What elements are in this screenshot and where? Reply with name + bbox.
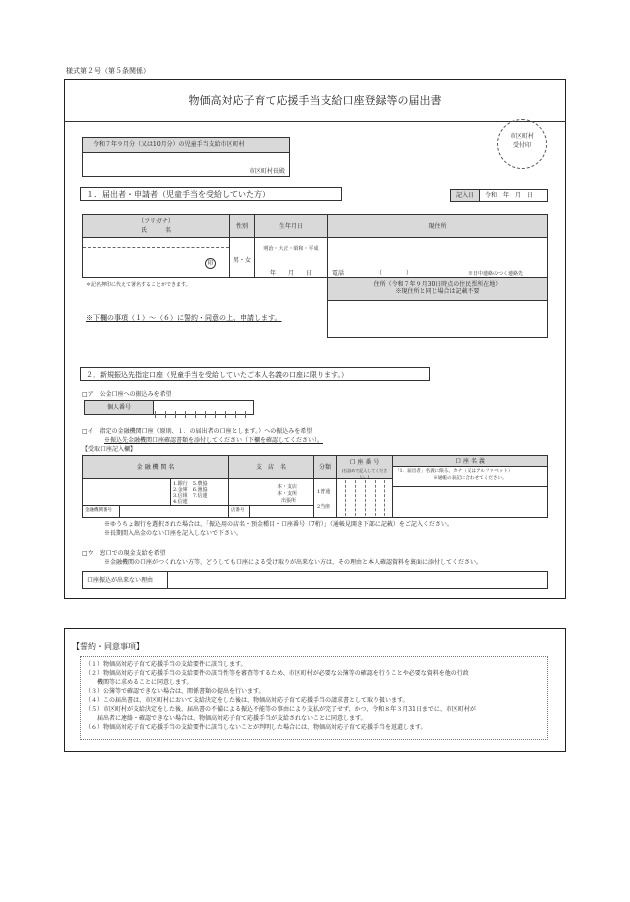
furigana-label: （フリガナ） [138,218,174,225]
residence-box [327,277,548,338]
branch-header: 支 店 名 [255,464,286,471]
account-type-ordinary[interactable]: 1普通 [317,489,331,495]
no-account-reason-label: 口座振込が出来ない理由 [87,577,154,584]
addressee-heading: 令和７年９月分（又は10月分）の児童手当支給市区町村 [83,138,289,153]
pledge-item-5-cont: 届出者に連絡・確認できない場合は、物価高対応子育て応援手当が支給されないことに同意します。 [85,715,367,722]
option-a-public-account[interactable]: □ア 公金口座への振込みを希望 [82,391,172,398]
pledge-item-5: （５）市区町村が支給決定をした後、届出書の不備による振込不能等の事由により支払が完了せず、かつ、令和８年３月31日までに、市区町村が [85,706,476,713]
residence-heading-2: ※現住所と同じ場合は記載不要 [395,288,480,295]
option-i-designated-account[interactable]: □イ 指定の金融機関口座（原則、１．の届出者の口座とします。）への振込みを希望 [82,428,313,435]
bank-code-label: 金融機関番号 [85,508,112,513]
gender-label: 性別 [235,223,248,230]
pledge-item-4: （４）この届出書は、市区町村において支給決定をした後は、物価高対応子育て応援手当の請求書として取り扱います。 [85,697,409,704]
account-number-subheader: (右詰めで記入してください。) [341,468,388,479]
phone-parens[interactable]: （ ） [376,270,413,277]
account-holder-header: 口 座 名 義 [455,458,485,465]
title-divider [64,121,566,122]
address-label: 現住所 [428,223,447,230]
furigana-divider [83,247,229,248]
account-holder-note-2: ※通帳の表記に合わせてください。 [433,476,507,481]
branch-type-1[interactable]: 本・支店 [277,484,298,490]
account-number-header: 口 座 番 号 [349,459,380,466]
reception-stamp-circle [497,119,547,169]
residence-heading-1: 住所（令和７年９月30日時点の住民票所在地） [373,281,502,288]
account-type-current[interactable]: 2当座 [317,504,331,510]
bank-account-table [82,455,548,518]
bank-type-3[interactable]: 3.信組 7.信連 [173,493,208,499]
section1-title: １．届出者・申請者（児童手当を受給していた方） [86,190,270,199]
option-u-note: ※金融機関の口座がつくれない方等、どうしても口座による受け取りが出来ない方は、その理由と本人確認資料を裏面に添付してください。 [104,559,483,566]
section2-title-box [80,367,430,381]
section1-title-box [80,187,342,201]
phone-label: 電話 [332,270,345,277]
era-options[interactable]: 明治・大正・昭和・平成 [263,246,319,252]
bank-type-1[interactable]: 1.銀行 5.農協 [173,481,208,487]
branch-type-3[interactable]: 出張所 [281,498,297,504]
account-holder-note-1: 「1．届出者」名義に限る。カナ（又はアルファベット） [395,469,513,474]
entry-date-value[interactable]: 令和 年 月 日 [485,192,534,199]
personal-number-label: 個人番号 [85,401,154,414]
pledge-item-6: （６）物価高対応子育て応援手当の支給要件に該当しないことが判明した場合には、物価高対応子育て応援手当を返還します。 [85,724,427,731]
pledge-items-box [80,656,548,740]
yucho-note-2: ※長期間入出金のない口座を記入しないで下さい。 [104,530,243,537]
name-label: 氏 名 [140,227,171,234]
birthdate-label: 生年月日 [278,223,303,230]
addressee-box [82,137,290,177]
form-number-label: 様式第２号（第５条関係） [66,67,150,75]
pledge-item-2: （２）物価高対応子育て応援手当の支給要件の該当性等を審査等するため、市区町村が必要な公簿等の確認を行うことや必要な資料を他の行政 [85,670,469,677]
applicant-table [82,214,548,278]
branch-code-label: 店番号 [231,508,245,513]
branch-type-2[interactable]: 本・支所 [277,491,298,497]
option-u-cash-payment[interactable]: □ウ 窓口での現金支給を希望 [82,550,166,557]
personal-number-box [84,400,254,415]
bank-table-title: 【受取口座記入欄】 [82,446,137,453]
entry-date-label: 記入日 [451,190,480,201]
type-header: 分類 [318,464,331,471]
stamp-line-1: 市区町村 [509,133,534,140]
option-i-note: ※振込先金融機関口座確認書類を添付してください（下欄を確認してください）。 [104,437,324,444]
entry-date-box [450,189,548,202]
gender-value[interactable]: 男・女 [232,257,251,264]
birth-ymd[interactable]: 年 月 日 [269,270,312,277]
pledge-note: ※下欄の事項（１）～（６）に誓約・同意の上、申請します。 [86,314,282,322]
bank-type-2[interactable]: 2.金庫 6.漁協 [173,487,208,493]
pledge-title: 【誓約・同意事項】 [72,642,144,651]
bank-name-header: 金 融 機 関 名 [136,464,175,471]
personal-number-cells[interactable] [155,403,255,412]
seal-note: ＊記名押印に代えて署名することができます。 [86,282,191,288]
no-account-reason-box[interactable] [82,571,548,589]
section2-title: ２．新規振込先指定口座（児童手当を受給していたご本人名義の口座に限ります。） [86,371,348,379]
pledge-item-2-cont: 機関等に求めることに同意します。 [85,679,193,686]
bank-type-4[interactable]: 4.信連 [173,499,188,505]
yucho-note-1: ※ゆうちょ銀行を選択された場合は、「振込用の店名・預金種目・口座番号（7桁）」（通帳見開き下部に記載）をご記入ください。 [104,521,453,528]
addressee-signature: 市区町村長殿 [248,168,285,175]
seal-mark: 印 [205,258,216,269]
pledge-item-3: （３）公簿等で確認できない場合は、関係書類の提出を行います。 [85,688,265,695]
contact-note: ※日中連絡のつく連絡先 [468,271,524,277]
pledge-item-1: （１）物価高対応子育て応援手当の支給要件に該当します。 [85,661,247,668]
stamp-line-2: 受付印 [512,142,531,149]
form-title: 物価高対応子育て応援手当支給口座登録等の届出書 [188,94,442,107]
